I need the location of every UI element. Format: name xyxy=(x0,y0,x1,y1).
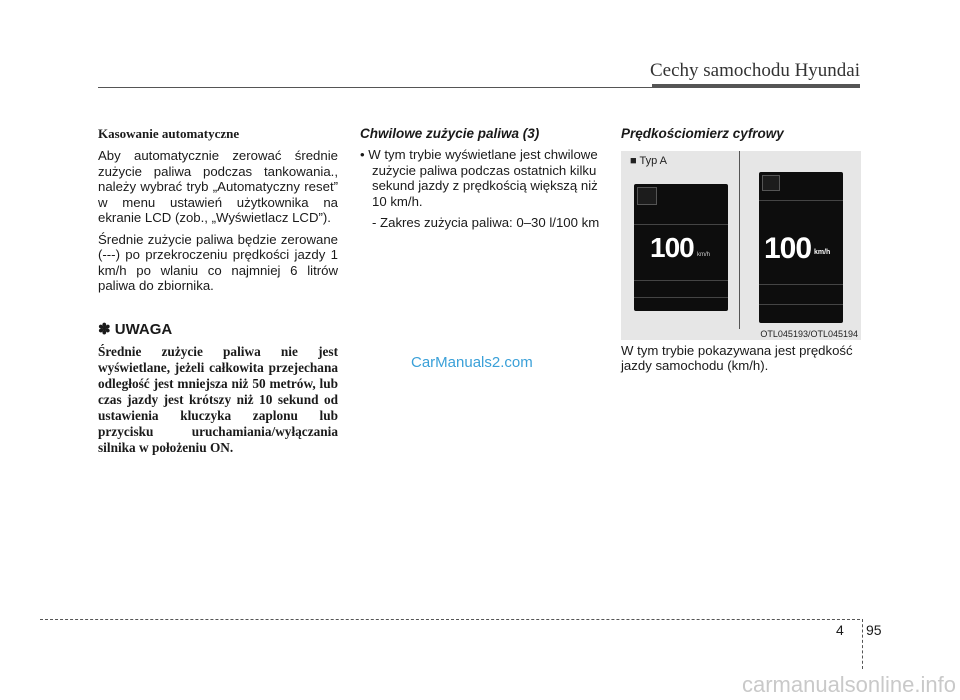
figure-type-label: ■ Typ A xyxy=(630,155,668,167)
figure-code: OTL045193/OTL045194 xyxy=(760,329,858,339)
speed-unit-b: km/h xyxy=(814,249,831,256)
instant-consumption-heading: Chwilowe zużycie paliwa (3) xyxy=(360,126,540,141)
screen-a-divider-top xyxy=(634,224,728,225)
cluster-screen-a xyxy=(634,184,728,311)
header-line xyxy=(98,87,860,88)
screen-b-divider-top xyxy=(759,200,843,201)
screen-b-divider-bottom xyxy=(759,304,843,305)
consumption-range: - Zakres zużycia paliwa: 0–30 l/100 km xyxy=(372,215,600,230)
screen-a-indicator-box xyxy=(637,187,657,205)
speed-value-a: 100 xyxy=(650,232,694,263)
screen-a-divider-mid xyxy=(634,280,728,281)
speed-value-b: 100 xyxy=(764,232,812,265)
chapter-number: 4 xyxy=(836,622,844,638)
digital-speedometer-heading: Prędkościomierz cyfrowy xyxy=(621,126,784,141)
auto-reset-paragraph-2: Średnie zużycie paliwa będzie zerowane (---) po przekroczeniu prędkości jazdy 1 km/h po wlaniu co najmniej 6 litrów paliwa do zbiornika. xyxy=(98,231,338,293)
cluster-screen-b xyxy=(759,172,843,323)
screen-b-indicator-box xyxy=(762,175,780,191)
site-watermark: carmanualsonline.info xyxy=(741,672,956,697)
screen-b-divider-mid xyxy=(759,284,843,285)
carmanuals-watermark-link[interactable]: CarManuals2.com xyxy=(411,354,533,371)
column-left xyxy=(98,126,338,456)
column-right xyxy=(621,126,861,147)
header-title: Cechy samochodu Hyundai xyxy=(649,60,860,81)
figure-divider xyxy=(739,151,740,329)
footer-vertical-line xyxy=(862,619,863,669)
screen-a-divider-bottom xyxy=(634,297,728,298)
note-text: Średnie zużycie paliwa nie jest wyświetlane, jeżeli całkowita przejechana odległość jest mniejsza niż 50 metrów, lub czas jazdy jest krótszy niż 10 sekund od ustawienia kluczyka zaplonu lub przycisku uruchamiania/wyłączania silnika w położeniu ON. xyxy=(98,343,338,455)
auto-reset-paragraph-1: Aby automatycznie zerować średnie zużycie paliwa podczas tankowania., należy wybrać tryb „Automatyczny reset” w menu ustawień użytkownika na ekranie LCD (zob., „Wyświetlacz LCD”). xyxy=(98,148,338,225)
speedometer-caption: W tym trybie pokazywana jest prędkość jazdy samochodu (km/h). xyxy=(621,343,853,373)
auto-reset-heading: Kasowanie automatyczne xyxy=(98,126,240,141)
speedometer-figure xyxy=(621,151,861,340)
page-number: 95 xyxy=(866,622,882,638)
speed-unit-a: km/h xyxy=(697,252,711,258)
instant-consumption-bullet: • W tym trybie wyświetlane jest chwilowe zużycie paliwa podczas ostatnich kilku sekund jazdy z prędkością większą niż 10 km/h. xyxy=(360,147,598,209)
footer-line xyxy=(40,619,860,620)
note-heading: ✽ UWAGA xyxy=(98,320,173,338)
column-middle xyxy=(360,126,602,231)
